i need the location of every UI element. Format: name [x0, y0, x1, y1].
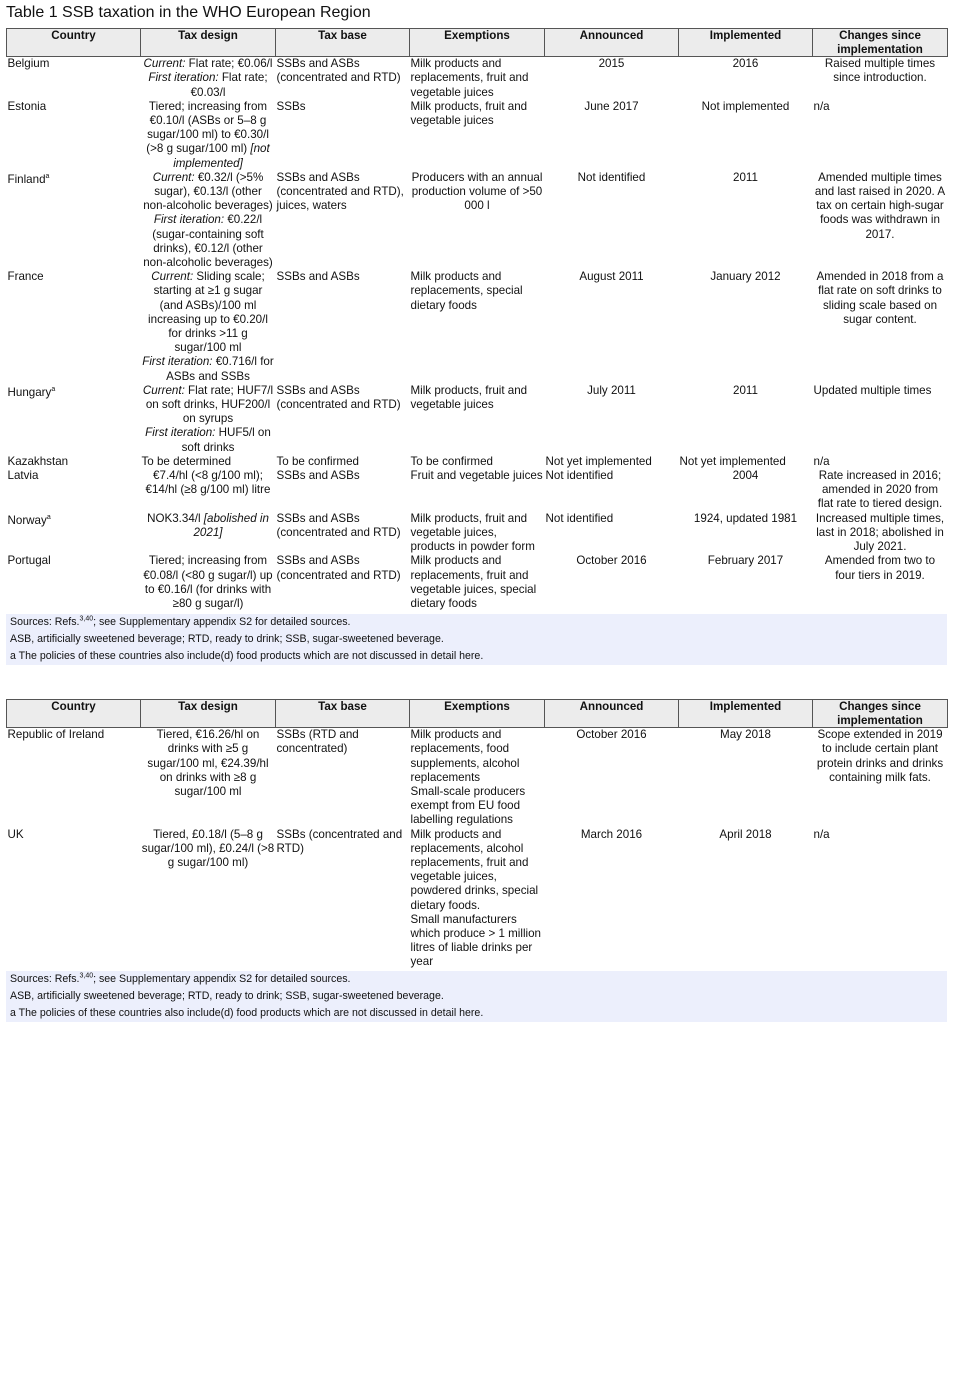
cell-implemented: April 2018: [719, 827, 772, 841]
column-header-implemented: Implemented: [679, 29, 813, 57]
cell-changes: Updated multiple times: [813, 383, 932, 397]
cell-implemented: 2011: [733, 383, 758, 397]
cell-tax-design: To be determined: [141, 454, 232, 468]
ssb-tax-table-part-1: [6, 28, 948, 611]
cell-implemented: February 2017: [707, 554, 784, 568]
cell-changes: Raised multiple times since introduction.: [824, 57, 936, 85]
cell-exemptions: To be confirmed: [410, 454, 493, 468]
cell-announced: Not yet implemented: [545, 454, 652, 468]
cell-tax-base: SSBs and ASBs (concentrated and RTD): [276, 554, 401, 582]
cell-announced: June 2017: [584, 99, 639, 113]
column-header-country: Country: [7, 29, 141, 57]
exemption-line: Milk products and replacements, food supplements, alcohol replacements: [410, 728, 520, 784]
cell-country: Kazakhstan: [7, 454, 69, 468]
column-header-implemented: Implemented: [679, 700, 813, 728]
exemption-line: Small-scale producers exempt from EU food labelling regulations: [410, 785, 526, 827]
cell-country: Hungary$^a$: [7, 385, 56, 399]
cell-exemptions: Milk products, fruit and vegetable juices: [410, 383, 528, 412]
column-header-changes: Changes since implementation: [813, 29, 948, 57]
column-header-tax-base: Tax base: [276, 700, 410, 728]
exemption-line: Small manufacturers which produce > 1 million litres of liable drinks per year: [410, 912, 541, 969]
cell-implemented: Not implemented: [701, 99, 790, 113]
cell-implemented: May 2018: [720, 728, 771, 742]
column-header-announced: Announced: [545, 29, 679, 57]
cell-exemptions: Milk products and replacements, fruit and vegetable juices, special dietary foods: [410, 554, 537, 610]
cell-tax-base: SSBs and ASBs (concentrated and RTD), juices, waters: [276, 170, 404, 213]
cell-changes: n/a: [813, 99, 830, 113]
column-header-exemptions: Exemptions: [410, 700, 545, 728]
cell-tax-design: Tiered, £0.18/l (5–8 g sugar/100 ml), £0.24/l (>8 g sugar/100 ml): [141, 827, 275, 870]
cell-tax-base: SSBs: [276, 99, 306, 113]
cell-country: Finland$^a$: [7, 172, 50, 186]
cell-changes: Amended multiple times and last raised in 2020. A tax on certain high-sugar foods was withdrawn in 2017.: [814, 170, 946, 241]
cell-implemented: January 2012: [710, 270, 781, 284]
cell-tax-base: SSBs (concentrated and RTD): [276, 827, 403, 855]
cell-announced: 2015: [598, 57, 625, 71]
cell-country: Estonia: [7, 99, 47, 113]
cell-tax-base: SSBs and ASBs: [276, 469, 360, 483]
cell-exemptions: Milk products and replacements, special dietary foods: [410, 270, 523, 312]
cell-tax-design: Tiered, €16.26/hl on drinks with ≥5 g sugar/100 ml, €24.39/hl on drinks with ≥8 g sugar/100 ml: [147, 728, 269, 798]
cell-exemptions: Fruit and vegetable juices: [410, 469, 543, 483]
cell-country: Portugal: [7, 554, 51, 568]
cell-announced: August 2011: [579, 270, 644, 284]
cell-country: Belgium: [7, 57, 50, 71]
cell-exemptions: Milk products and replacements, fruit and vegetable juices: [410, 57, 529, 99]
table-row: [7, 469, 948, 512]
column-header-announced: Announced: [545, 700, 679, 728]
table-header-row: [7, 29, 948, 57]
table-title: Table 1 SSB taxation in the WHO European Region: [6, 4, 371, 21]
cell-country: Norway$^a$: [7, 513, 51, 527]
cell-tax-design: Tiered; increasing from €0.10/l (ASBs or 5–8 g sugar/100 ml) to €0.30/l (>8 g sugar/100 ml) [not implemented]: [146, 99, 270, 170]
cell-tax-base: SSBs and ASBs (concentrated and RTD): [276, 511, 401, 539]
table-row: [7, 171, 948, 270]
cell-tax-design: Current: Sliding scale; starting at ≥1 g sugar (and ASBs)/100 ml increasing up to €0.20/l for drinks >11 g sugar/100 ml First iteration: €0.716/l for ASBs and SSBs: [142, 270, 274, 383]
cell-announced: Not identified: [545, 469, 614, 483]
cell-implemented: 2016: [732, 57, 759, 71]
column-header-changes: Changes since implementation: [813, 700, 948, 728]
table-notes-part-1: [6, 614, 947, 665]
cell-country: Republic of Ireland: [7, 728, 105, 742]
cell-announced: October 2016: [576, 728, 647, 742]
footnote-marker: a: [46, 513, 51, 521]
footnote-marker: a: [51, 386, 56, 393]
cell-tax-design: Current: Flat rate; €0.06/l First iteration: Flat rate; €0.03/l: [143, 57, 273, 99]
cell-changes: Scope extended in 2019 to include certain plant protein drinks and drinks containing milk fats.: [816, 728, 944, 784]
cell-implemented: 2011: [733, 170, 758, 184]
cell-announced: October 2016: [576, 554, 647, 568]
abbreviations-note: ASB, artificially sweetened beverage; RTD, ready to drink; SSB, sugar-sweetened beverage.: [10, 633, 444, 645]
cell-changes: Amended from two to four tiers in 2019.: [824, 554, 936, 582]
ssb-tax-table-part-2: [6, 699, 948, 970]
cell-tax-base: SSBs and ASBs (concentrated and RTD): [276, 57, 401, 85]
footnote-a: a The policies of these countries also include(d) food products which are not discussed in detail here.: [10, 1007, 484, 1019]
cell-changes: n/a: [813, 454, 830, 468]
table-row: [7, 100, 948, 171]
cell-changes: Increased multiple times, last in 2018; abolished in July 2021.: [815, 511, 945, 554]
cell-tax-base: SSBs and ASBs: [276, 270, 360, 284]
table-row: [7, 455, 948, 469]
table-row: [7, 512, 948, 555]
column-header-tax-design: Tax design: [141, 700, 276, 728]
cell-tax-design: NOK3.34/l [abolished in 2021]: [147, 511, 269, 539]
cell-tax-design: €7.4/hl (<8 g/100 ml); €14/hl (≥8 g/100 ml) litre: [145, 469, 271, 497]
column-header-country: Country: [7, 700, 141, 728]
cell-announced: Not identified: [545, 511, 614, 525]
column-header-tax-base: Tax base: [276, 29, 410, 57]
cell-tax-design: Current: €0.32/l (>5% sugar), €0.13/l (other non-alcoholic beverages) First iteration: €0.22/l (sugar-containing soft drinks), €0.12/l (other non-alcoholic beverages): [143, 170, 273, 270]
cell-announced: July 2011: [587, 383, 636, 397]
cell-exemptions: Milk products, fruit and vegetable juices: [410, 99, 528, 127]
cell-tax-base: SSBs and ASBs (concentrated and RTD): [276, 383, 401, 412]
cell-exemptions: [410, 828, 545, 970]
table-row: [7, 554, 948, 611]
column-header-exemptions: Exemptions: [410, 29, 545, 57]
cell-changes: Rate increased in 2016; amended in 2020 from flat rate to tiered design.: [817, 469, 943, 511]
table-row: [7, 57, 948, 100]
cell-changes: n/a: [813, 827, 830, 841]
table-row: [7, 384, 948, 455]
table-row: [7, 828, 948, 970]
cell-country: UK: [7, 827, 24, 841]
exemption-line: Milk products and replacements, alcohol replacements, fruit and vegetable juices, powdered drinks, special dietary foods.: [410, 827, 539, 912]
cell-country: Latvia: [7, 469, 39, 483]
cell-exemptions: Producers with an annual production volume of >50 000 l: [411, 170, 543, 213]
table-header-row: [7, 700, 948, 728]
cell-exemptions: Milk products, fruit and vegetable juices, products in powder form: [410, 511, 535, 554]
cell-implemented: Not yet implemented: [679, 454, 786, 468]
sources-note: Sources: Refs.$^{3,40}$; see Supplementary appendix S2 for detailed sources.: [10, 972, 351, 985]
column-header-tax-design: Tax design: [141, 29, 276, 57]
footnote-marker: a: [45, 172, 50, 180]
cell-implemented: 1924, updated 1981: [693, 511, 798, 525]
cell-announced: March 2016: [580, 827, 643, 841]
cell-tax-base: SSBs (RTD and concentrated): [276, 728, 359, 756]
table-row: [7, 728, 948, 828]
cell-tax-base: To be confirmed: [276, 454, 359, 468]
cell-tax-design: Current: Flat rate; HUF7/l on soft drinks, HUF200/l on syrups First iteration: HUF5/l on soft drinks: [142, 383, 274, 454]
table-row: [7, 270, 948, 384]
cell-tax-design: Tiered; increasing from €0.08/l (<80 g sugar/l) up to €0.16/l (for drinks with ≥80 g sugar/l): [143, 554, 273, 610]
cell-announced: Not identified: [577, 170, 646, 184]
footnote-a: a The policies of these countries also include(d) food products which are not discussed in detail here.: [10, 650, 484, 662]
cell-changes: Amended in 2018 from a flat rate on soft drinks to sliding scale based on sugar content.: [816, 270, 944, 326]
table-notes-part-2: [6, 971, 947, 1022]
cell-country: France: [7, 270, 44, 284]
cell-exemptions: [410, 728, 545, 828]
cell-implemented: 2004: [732, 469, 759, 483]
sources-note: Sources: Refs.$^{3,40}$; see Supplementary appendix S2 for detailed sources.: [10, 615, 351, 628]
abbreviations-note: ASB, artificially sweetened beverage; RTD, ready to drink; SSB, sugar-sweetened beverage.: [10, 990, 444, 1002]
